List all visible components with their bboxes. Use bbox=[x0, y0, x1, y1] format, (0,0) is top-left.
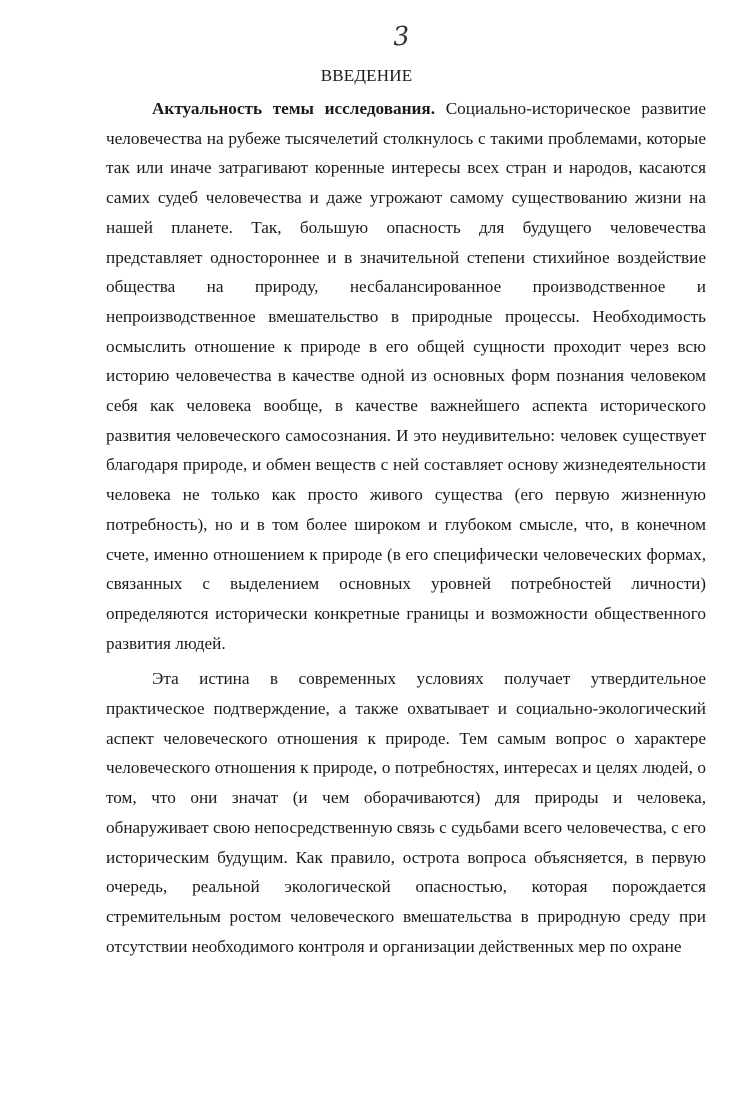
paragraph-text: Эта истина в современных условиях получает утвердительное практическое подтверждение, а также охватывает и социально-экологический аспект человеческого отношения к природе. Тем самым вопрос о характере человеческого отношения к природе, о потребностях, интересах и целях людей, о том, что они значат (и чем оборачиваются) для природы и человека, обнаруживает свою непосредственную связь с судьбами всего человечества, с его историческим будущим. Как правило, острота вопроса объясняется, в первую очередь, реальной экологической опасностью, которая порождается стремительным ростом человеческого вмешательства в природную среду при отсутствии необходимого контроля и организации действенных мер по охране bbox=[106, 669, 706, 956]
paragraph-text: Социально-историческое развитие человечества на рубеже тысячелетий столкнулось с такими проблемами, которые так или иначе затрагивают коренные интересы всех стран и народов, касаются самих судеб человечества и даже угрожают самому существованию жизни на нашей планете. Так, большую опасность для будущего человечества представляет одностороннее и в значительной степени стихийное воздействие общества на природу, несбалансированное производственное и непроизводственное вмешательство в природные процессы. Необходимость осмыслить отношение к природе в его общей сущности проходит через всю историю человечества в качестве одной из основных форм познания человеком себя как человека вообще, в качестве важнейшего аспекта исторического развития человеческого самосознания. И это неудивительно: человек существует благодаря природе, и обмен веществ с ней составляет основу жизнедеятельности человека не только как просто живого существа (его первую жизненную потребность), но и в том более широком и глубоком смысле, что, в конечном счете, именно отношением к природе (в его специфически человеческих формах, связанных с выделением основных уровней потребностей личности) определяются исторически конкретные границы и возможности общественного развития людей. bbox=[106, 99, 706, 653]
body-text bbox=[106, 94, 706, 961]
page-number: 3 bbox=[391, 21, 411, 53]
paragraph-2 bbox=[106, 664, 706, 961]
paragraph-1 bbox=[106, 94, 706, 658]
section-heading: ВВЕДЕНИЕ bbox=[320, 66, 413, 85]
paragraph-lead: Актуальность темы исследования. bbox=[152, 99, 435, 118]
